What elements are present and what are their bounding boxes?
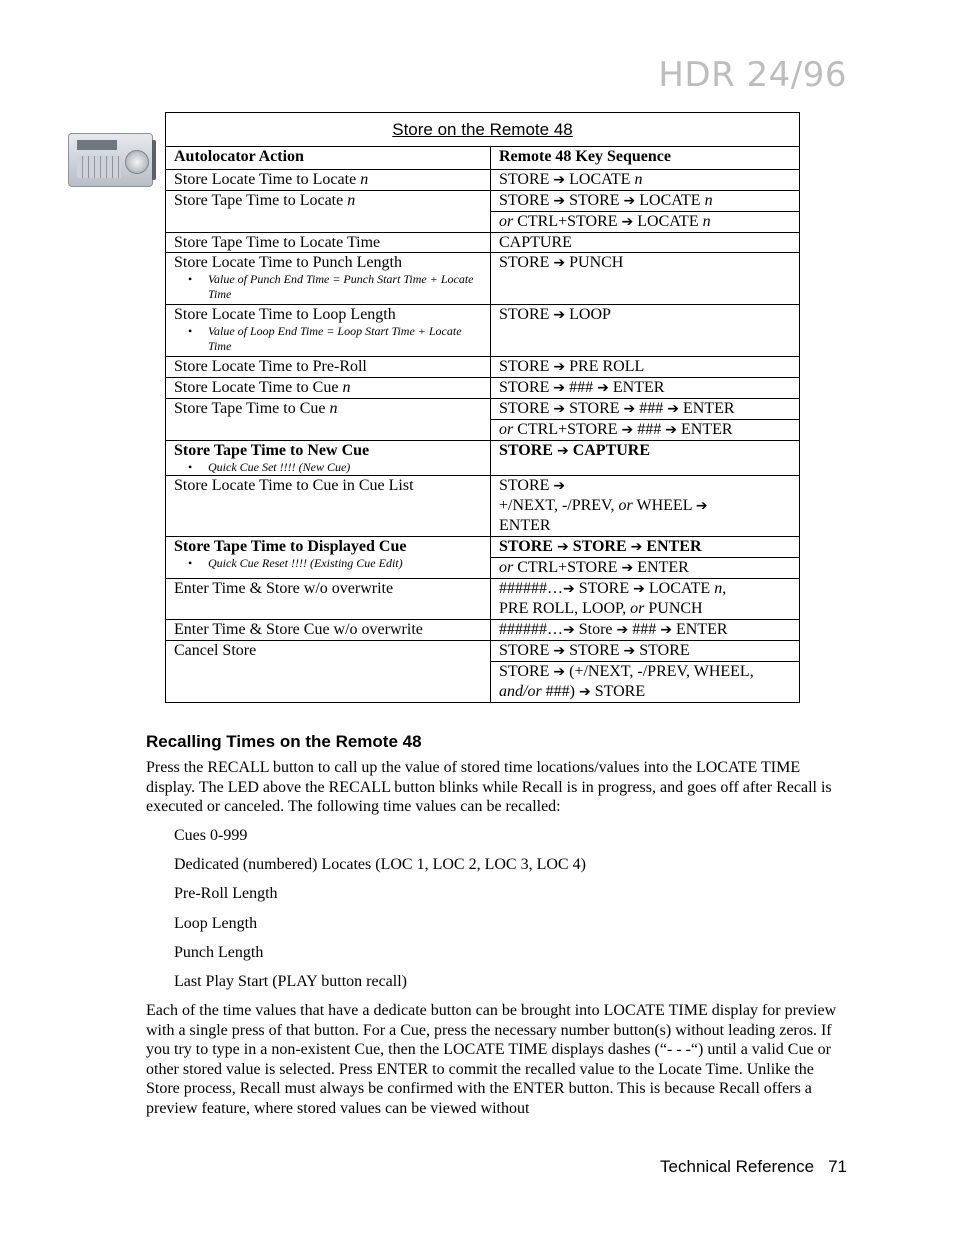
arrow-icon: ➔ — [563, 581, 575, 597]
page-footer — [660, 1157, 847, 1177]
footer-label: Technical Reference — [660, 1157, 815, 1176]
arrow-icon: ➔ — [553, 380, 566, 396]
list-item: Pre-Roll Length — [174, 885, 278, 903]
arrow-icon: ➔ — [621, 214, 634, 230]
arrow-icon: ➔ — [553, 478, 566, 494]
recallable-values-list — [174, 826, 586, 1001]
arrow-icon: ➔ — [553, 307, 566, 323]
table-row: Enter Time & Store w/o overwrite ######…➔ STORE ➔ LOCATE n, PRE ROLL, LOOP, or PUNCH — [166, 579, 800, 620]
arrow-icon: ➔ — [621, 422, 634, 438]
table-row: Cancel Store STORE ➔ STORE ➔ STORE — [166, 641, 800, 662]
table-row: Store Locate Time to Cue n STORE ➔ ### ➔ ENTER — [166, 378, 800, 399]
table-row: Store Tape Time to Locate n STORE ➔ STORE ➔ LOCATE n — [166, 191, 800, 212]
arrow-icon: ➔ — [616, 622, 629, 638]
arrow-icon: ➔ — [660, 622, 672, 638]
page-number: 71 — [828, 1157, 847, 1176]
arrow-icon: ➔ — [553, 643, 566, 659]
body-paragraph: Each of the time values that have a dedicate button can be brought into LOCATE TIME display for preview with a single press of that button. For a Cue, press the necessary number button(s) without leading zeros. If you try to type in a non-existent Cue, then the LOCATE TIME displays dashes (“- - -“) until a valid Cue or other stored value is selected. Press ENTER to commit the recalled value to the Locate Time. Unlike the Store process, Recall must always be confirmed with the ENTER button. This is because Recall offers a preview feature, where stored values can be viewed without — [146, 1002, 837, 1117]
arrow-icon: ➔ — [623, 401, 636, 417]
table-row: Store Locate Time to Locate n STORE ➔ LOCATE n — [166, 170, 800, 191]
note-bullet: • Value of Punch End Time = Punch Start Time + Locate Time — [208, 272, 482, 302]
remote-keys — [77, 156, 121, 178]
table-row: or CTRL+STORE ➔ LOCATE n — [166, 212, 800, 233]
arrow-icon: ➔ — [553, 664, 566, 680]
table-row: Store Locate Time to Punch Length • Value of Punch End Time = Punch Start Time + Locate Time STORE ➔ PUNCH — [166, 253, 800, 305]
arrow-icon: ➔ — [623, 643, 636, 659]
arrow-icon: ➔ — [579, 684, 591, 700]
remote-jog-wheel — [125, 150, 149, 174]
arrow-icon: ➔ — [553, 401, 566, 417]
note-bullet: • Quick Cue Set !!!! (New Cue) — [208, 460, 482, 475]
table-row: or CTRL+STORE ➔ ENTER — [166, 558, 800, 579]
remote-48-thumbnail-image — [68, 133, 153, 187]
table-row: Store Tape Time to Cue n STORE ➔ STORE ➔ ### ➔ ENTER — [166, 399, 800, 420]
arrow-icon: ➔ — [553, 255, 566, 271]
list-item: Dedicated (numbered) Locates (LOC 1, LOC 2, LOC 3, LOC 4) — [174, 856, 586, 874]
table-row: STORE ➔ (+/NEXT, -/PREV, WHEEL, and/or ###) ➔ STORE — [166, 662, 800, 703]
arrow-icon: ➔ — [553, 359, 566, 375]
document-header-title: HDR 24/96 — [658, 55, 847, 95]
arrow-icon: ➔ — [695, 498, 708, 514]
intro-paragraph: Press the RECALL button to call up the value of stored time locations/values into the LOCATE TIME display. The LED above the RECALL button blinks while Recall is in progress, and goes off after Recall is executed or canceled. The following time values can be recalled: — [146, 759, 832, 815]
list-item: Loop Length — [174, 914, 258, 932]
table-row: Store Locate Time to Pre-Roll STORE ➔ PRE ROLL — [166, 357, 800, 378]
arrow-icon: ➔ — [621, 560, 634, 576]
arrow-icon: ➔ — [623, 193, 636, 209]
note-bullet: • Quick Cue Reset !!!! (Existing Cue Edit) — [208, 556, 482, 571]
table-row: Store Locate Time to Cue in Cue List STORE ➔ +/NEXT, -/PREV, or WHEEL ➔ ENTER — [166, 476, 800, 537]
arrow-icon: ➔ — [556, 443, 569, 459]
table-row: Store Tape Time to Locate Time CAPTURE — [166, 233, 800, 253]
list-item: Last Play Start (PLAY button recall) — [174, 972, 407, 990]
col-header-keys: Remote 48 Key Sequence — [491, 147, 800, 170]
remote-display — [77, 140, 117, 150]
list-item: Punch Length — [174, 943, 264, 961]
arrow-icon: ➔ — [563, 622, 575, 638]
remote-edge — [152, 140, 156, 180]
note-bullet: • Value of Loop End Time = Loop Start Time + Locate Time — [208, 324, 482, 354]
arrow-icon: ➔ — [597, 380, 609, 396]
store-table — [165, 112, 800, 703]
arrow-icon: ➔ — [553, 193, 566, 209]
table-title: Store on the Remote 48 — [166, 113, 800, 147]
arrow-icon: ➔ — [556, 539, 569, 555]
table-row: Enter Time & Store Cue w/o overwrite ######…➔ Store ➔ ### ➔ ENTER — [166, 620, 800, 641]
table-row: or CTRL+STORE ➔ ### ➔ ENTER — [166, 420, 800, 441]
arrow-icon: ➔ — [667, 401, 679, 417]
list-item: Cues 0-999 — [174, 827, 248, 844]
section-heading: Recalling Times on the Remote 48 — [146, 732, 422, 751]
table-row: Store Tape Time to New Cue • Quick Cue Set !!!! (New Cue) STORE ➔ CAPTURE — [166, 441, 800, 476]
arrow-icon: ➔ — [665, 422, 677, 438]
table-row: Store Locate Time to Loop Length • Value of Loop End Time = Loop Start Time + Locate Time STORE ➔ LOOP — [166, 305, 800, 357]
table-row: Store Tape Time to Displayed Cue • Quick Cue Reset !!!! (Existing Cue Edit) STORE ➔ STORE ➔ ENTER — [166, 537, 800, 558]
arrow-icon: ➔ — [630, 539, 643, 555]
arrow-icon: ➔ — [633, 581, 645, 597]
arrow-icon: ➔ — [553, 172, 566, 188]
col-header-action: Autolocator Action — [166, 147, 491, 170]
